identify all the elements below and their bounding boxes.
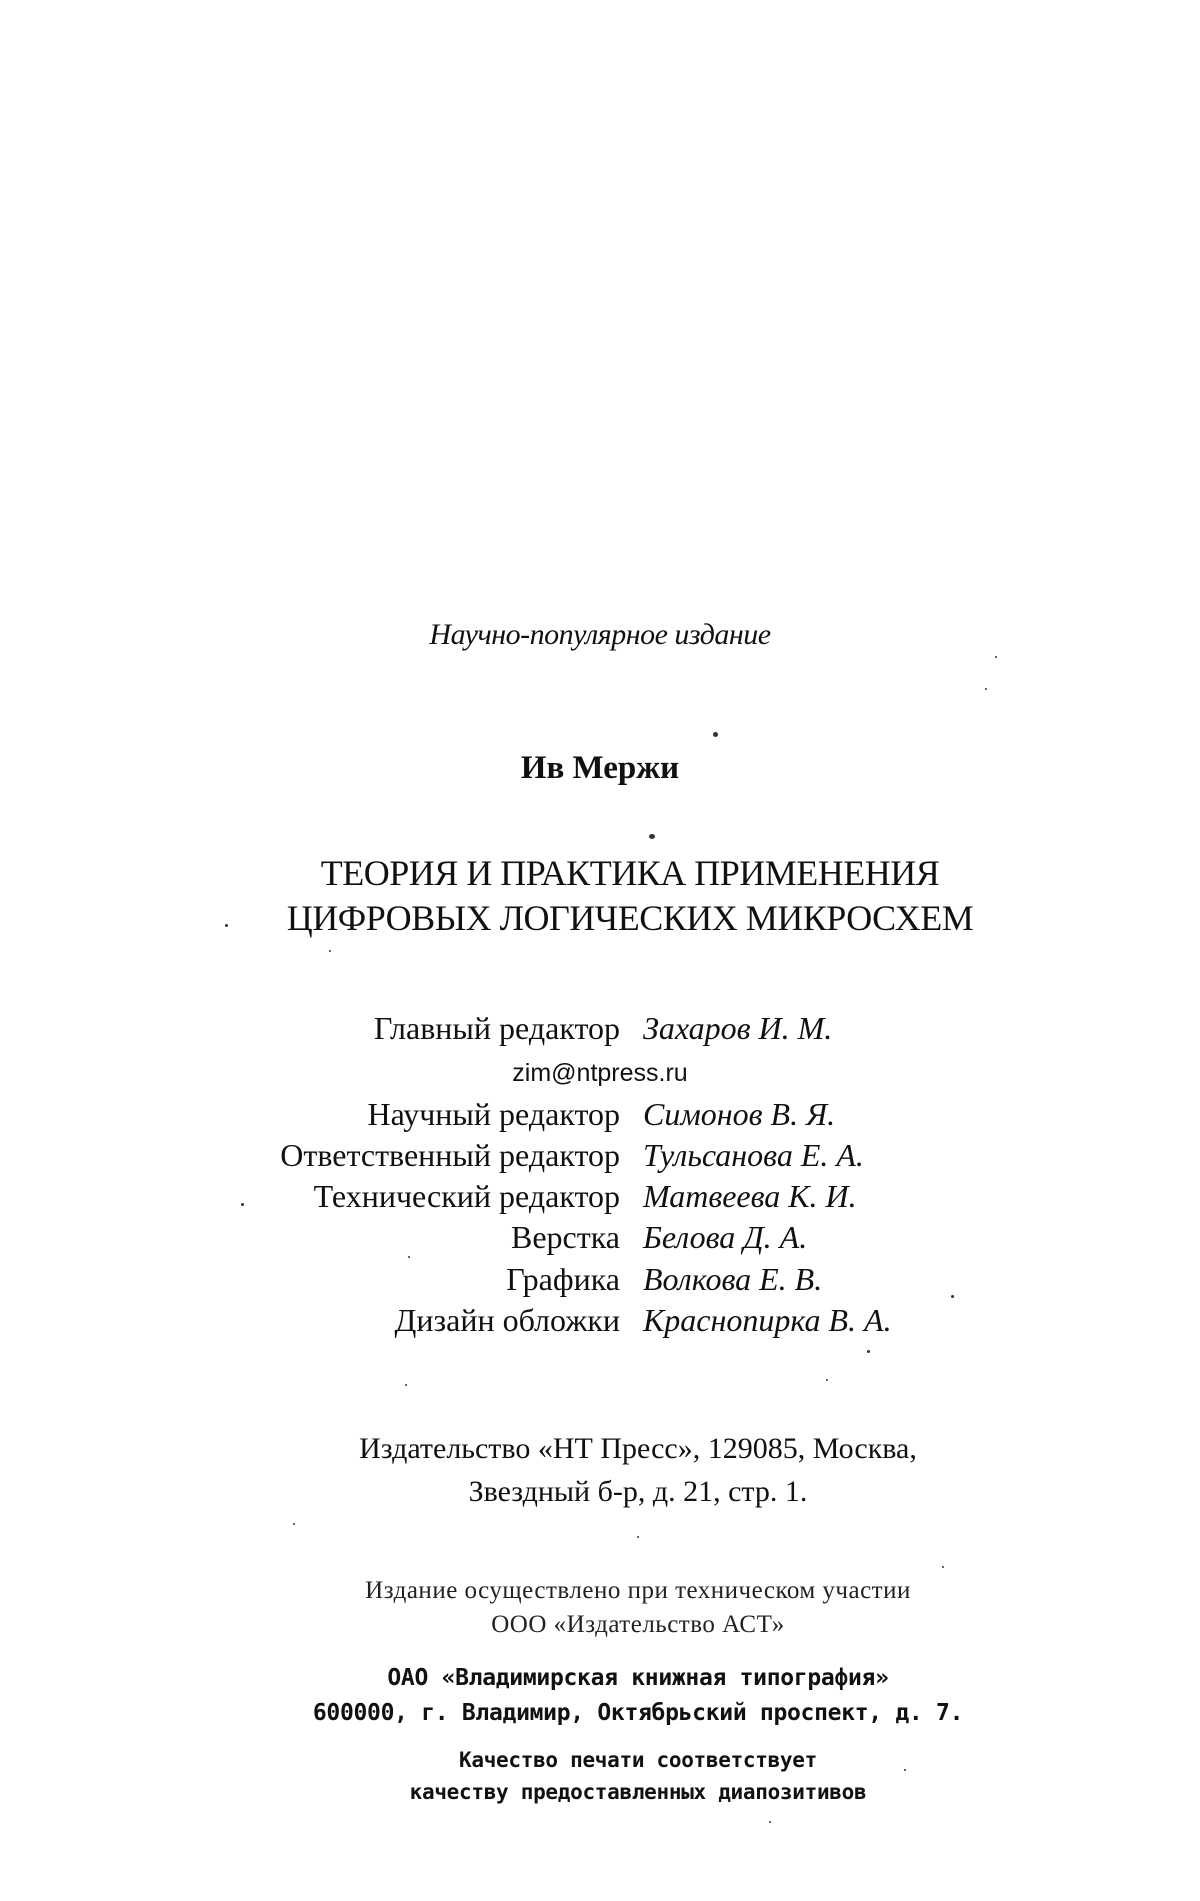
book-title-line-1: ТЕОРИЯ И ПРАКТИКА ПРИМЕНЕНИЯ [320,853,940,893]
scan-speck [408,1256,410,1258]
credit-name: Краснопирка В. А. [643,1302,892,1338]
editor-email: zim@ntpress.ru [512,1059,688,1087]
scan-speck [293,1523,295,1525]
credit-row-cover-design [0,1302,1200,1346]
scan-speck [942,1566,944,1568]
credit-role: Ответственный редактор [280,1137,620,1173]
credit-role: Технический редактор [313,1178,620,1214]
scan-speck [985,688,987,690]
scan-speck [405,1384,407,1386]
credit-row-responsible-editor [0,1137,1200,1181]
credit-role: Дизайн обложки [394,1302,620,1338]
credit-role: Верстка [511,1219,620,1255]
credit-row-graphics [0,1261,1200,1305]
credit-name: Симонов В. Я. [643,1096,836,1132]
technical-participation-line-1: Издание осуществлено при техническом участии [365,1577,911,1604]
scan-speck [867,1350,870,1353]
print-quality-note-line-2: качеству предоставленных диапозитивов [409,1780,867,1804]
credit-role: Графика [506,1261,620,1297]
book-title-line-2: ЦИФРОВЫХ ЛОГИЧЕСКИХ МИКРОСХЕМ [286,898,974,938]
scan-speck [904,1769,906,1771]
scan-speck [637,1536,639,1538]
printer-address: 600000, г. Владимир, Октябрьский проспект, д. 7. [312,1700,964,1726]
publisher-address-line-1: Издательство «НТ Пресс», 129085, Москва, [359,1432,917,1465]
technical-participation-line-2: ООО «Издательство АСТ» [491,1611,785,1638]
credit-row-scientific-editor [0,1096,1200,1140]
printer-name: ОАО «Владимирская книжная типография» [387,1665,889,1691]
scan-speck [951,1295,954,1298]
publisher-address-line-2: Звездный б-р, д. 21, стр. 1. [468,1475,808,1508]
scan-speck [329,950,331,952]
credit-role: Научный редактор [367,1096,620,1132]
credit-row-layout [0,1219,1200,1263]
scan-speck [769,1821,771,1823]
credit-name: Захаров И. М. [643,1010,833,1046]
scan-speck [649,834,655,839]
scan-speck [826,1379,828,1381]
genre-label: Научно-популярное издание [429,618,771,651]
scan-speck [241,1203,244,1206]
scan-speck [713,732,718,737]
credit-name: Тульсанова Е. А. [643,1137,864,1173]
scan-speck [225,924,228,927]
credit-name: Матвеева К. И. [643,1178,857,1214]
credit-row-technical-editor [0,1178,1200,1222]
scan-speck [995,656,997,658]
credit-role: Главный редактор [373,1010,620,1046]
credit-name: Белова Д. А. [643,1219,808,1255]
credit-row-chief-editor [0,1010,1200,1054]
print-quality-note-line-1: Качество печати соответствует [459,1748,817,1772]
author-name: Ив Мержи [520,750,680,786]
credit-name: Волкова Е. В. [643,1261,823,1297]
